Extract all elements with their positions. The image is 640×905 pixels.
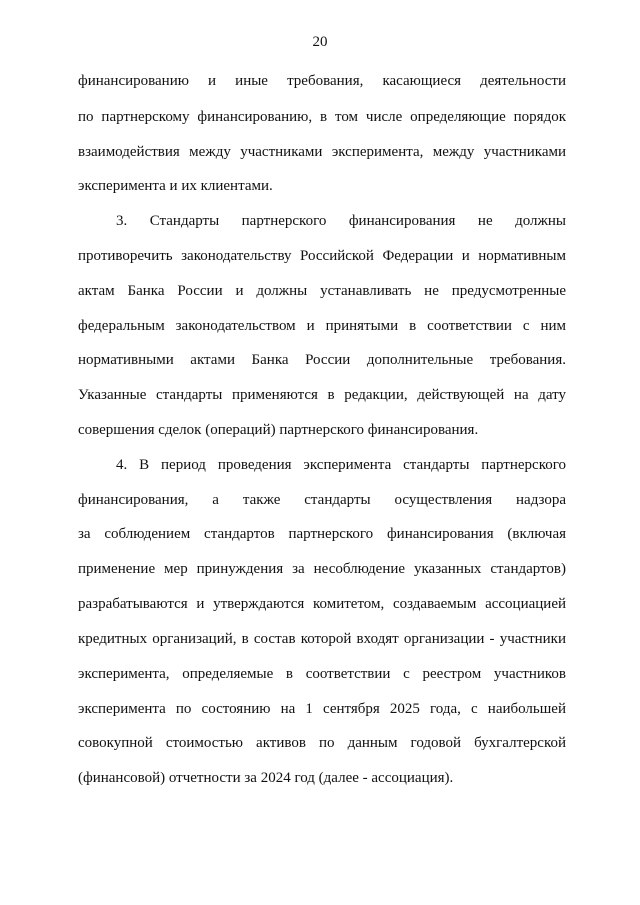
- text-line: эксперимента по состоянию на 1 сентября 2025 года, с наибольшей: [78, 701, 566, 717]
- text-line: финансированию и иные требования, касающиеся деятельности: [78, 73, 566, 89]
- text-line: совокупной стоимостью активов по данным годовой бухгалтерской: [78, 735, 566, 751]
- text-line: (финансовой) отчетности за 2024 год (далее - ассоциация).: [78, 770, 454, 786]
- text-line: за соблюдением стандартов партнерского финансирования (включая: [78, 526, 566, 542]
- text-line: нормативными актами Банка России дополнительные требования.: [78, 352, 566, 368]
- text-line: разрабатываются и утверждаются комитетом, создаваемым ассоциацией: [78, 596, 566, 612]
- text-line: совершения сделок (операций) партнерского финансирования.: [78, 422, 479, 438]
- text-line: финансирования, а также стандарты осуществления надзора: [78, 492, 566, 508]
- text-line: эксперимента, определяемые в соответствии с реестром участников: [78, 666, 566, 682]
- text-line: эксперимента и их клиентами.: [78, 178, 273, 194]
- text-line: Указанные стандарты применяются в редакции, действующей на дату: [78, 387, 566, 403]
- paragraph-4-first-line: 4. В период проведения эксперимента стандарты партнерского: [116, 457, 566, 473]
- text-line: по партнерскому финансированию, в том числе определяющие порядок: [78, 109, 566, 125]
- text-line: федеральным законодательством и принятыми в соответствии с ним: [78, 318, 566, 334]
- text-line: применение мер принуждения за несоблюдение указанных стандартов): [78, 561, 566, 577]
- page-number: 20: [312, 34, 328, 50]
- text-line: кредитных организаций, в состав которой входят организации - участники: [78, 631, 566, 647]
- paragraph-3-first-line: 3. Стандарты партнерского финансирования не должны: [116, 213, 566, 229]
- text-line: противоречить законодательству Российской Федерации и нормативным: [78, 248, 566, 264]
- text-line: актам Банка России и должны устанавливать не предусмотренные: [78, 283, 566, 299]
- text-line: взаимодействия между участниками эксперимента, между участниками: [78, 144, 566, 160]
